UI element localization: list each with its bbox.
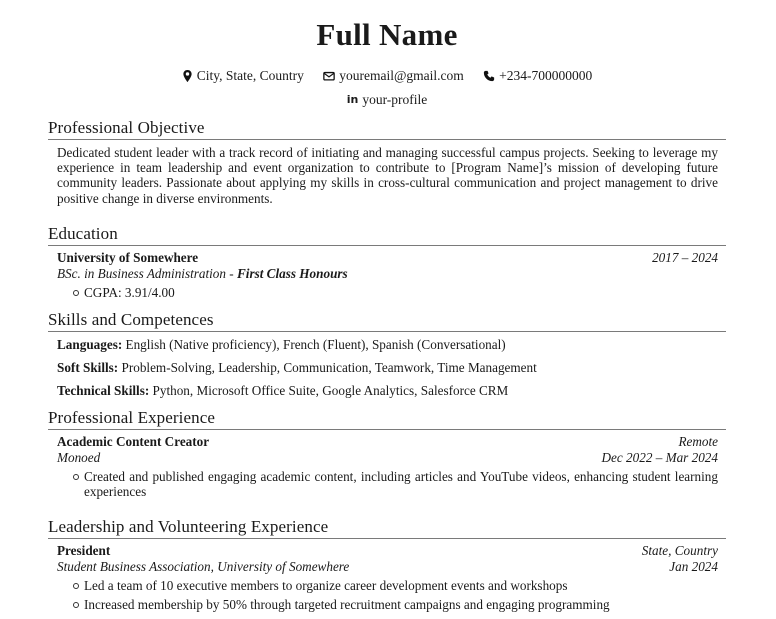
degree-line: BSc. in Business Administration - First Class Honours	[57, 266, 348, 281]
organization-name: Student Business Association, University of Somewhere	[57, 559, 350, 574]
leadership-subheader	[57, 559, 718, 575]
education-bullets	[48, 285, 718, 300]
phone-icon	[483, 70, 495, 82]
contact-phone[interactable]: +234-700000000	[483, 67, 592, 85]
objective-section	[48, 118, 726, 206]
leadership-bullets	[48, 578, 718, 612]
bullet-circle-icon	[73, 290, 79, 296]
list-item: Led a team of 10 executive members to organize career development events and workshops	[48, 578, 718, 593]
contact-info	[48, 67, 726, 87]
skill-soft: Soft Skills: Problem-Solving, Leadership, Communication, Teamwork, Time Management	[57, 360, 537, 375]
leadership-dates: Jan 2024	[669, 559, 718, 574]
bullet-circle-icon	[73, 602, 79, 608]
skills-section	[48, 310, 726, 399]
education-section	[48, 224, 726, 304]
linkedin-row	[48, 90, 726, 109]
bullet-circle-icon	[73, 583, 79, 589]
contact-email[interactable]: youremail@gmail.com	[323, 67, 464, 85]
education-dates: 2017 – 2024	[652, 250, 718, 265]
job-title: Academic Content Creator	[57, 434, 210, 449]
experience-header	[57, 434, 718, 450]
contact-location: City, State, Country	[182, 67, 304, 85]
section-title: Professional Objective	[48, 118, 726, 140]
job-dates: Dec 2022 – Mar 2024	[601, 450, 718, 465]
skill-technical: Technical Skills: Python, Microsoft Office Suite, Google Analytics, Salesforce CRM	[57, 383, 509, 398]
skill-languages: Languages: English (Native proficiency), French (Fluent), Spanish (Conversational)	[57, 337, 506, 352]
company-name: Monoed	[57, 450, 101, 465]
leadership-location: State, Country	[641, 543, 718, 558]
list-item: Created and published engaging academic content, including articles and YouTube videos, enhancing student learning experiences	[48, 469, 718, 499]
section-title: Leadership and Volunteering Experience	[48, 517, 726, 539]
section-title: Professional Experience	[48, 408, 726, 430]
contact-linkedin[interactable]: in your-profile	[346, 92, 428, 107]
education-header	[57, 250, 718, 266]
map-marker-icon	[182, 70, 193, 82]
experience-subheader	[57, 450, 718, 466]
linkedin-icon: in	[346, 93, 359, 106]
degree: BSc. in Business Administration	[57, 266, 226, 281]
experience-section	[48, 408, 726, 503]
school-name: University of Somewhere	[57, 250, 199, 265]
leadership-section	[48, 517, 726, 616]
experience-bullets	[48, 469, 718, 499]
honours: First Class Honours	[237, 266, 348, 281]
list-item: CGPA: 3.91/4.00	[48, 285, 718, 300]
leadership-header	[57, 543, 718, 559]
leadership-role: President	[57, 543, 111, 558]
envelope-icon	[323, 70, 335, 82]
section-title: Education	[48, 224, 726, 246]
objective-text: Dedicated student leader with a track record of initiating and managing successful campus projects. Seeking to leverage my experience in team leadership and event organization to contribute to [Program Name]’s mission of developing future community leaders. Passionate about applying my skills in cross-cultural communication and project management to drive positive change in diverse environments.	[57, 145, 718, 206]
job-location: Remote	[678, 434, 718, 449]
list-item: Increased membership by 50% through targeted recruitment campaigns and engaging programming	[48, 597, 718, 612]
bullet-circle-icon	[73, 474, 79, 480]
full-name: Full Name	[316, 17, 458, 52]
section-title: Skills and Competences	[48, 310, 726, 332]
